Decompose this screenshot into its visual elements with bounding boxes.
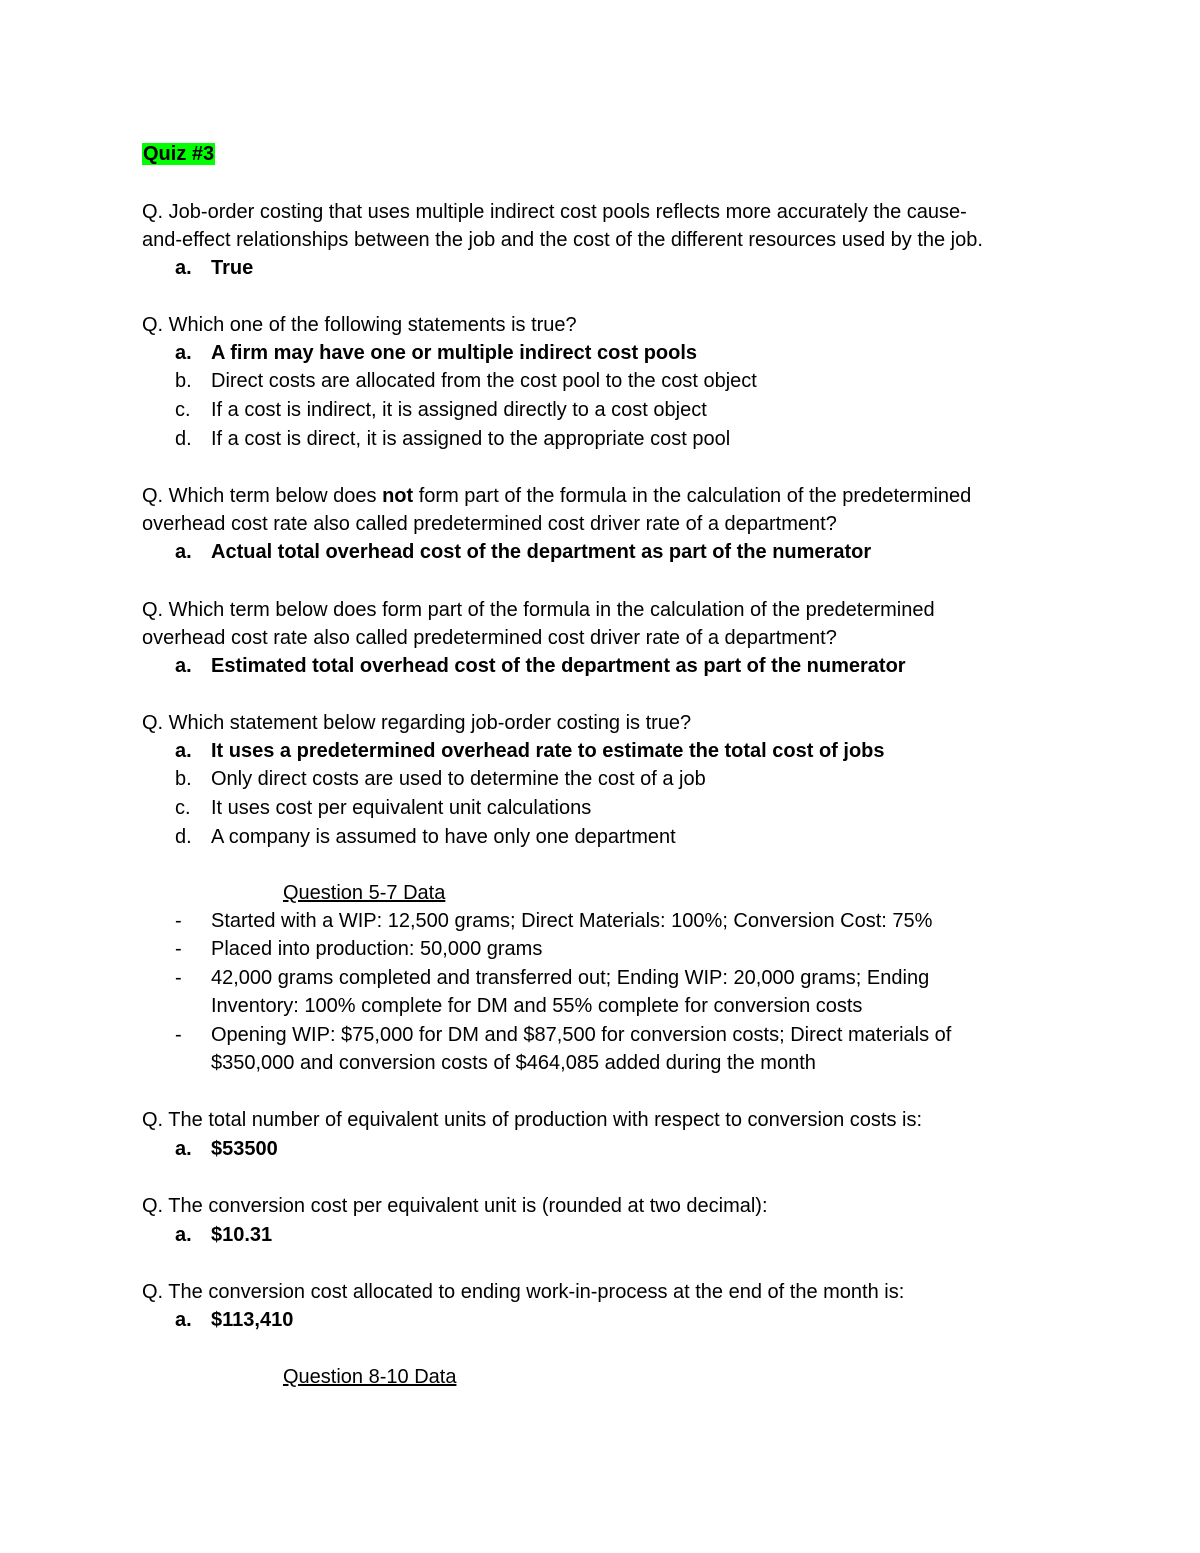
q4-answer-label: a. xyxy=(175,655,192,677)
q3-line2: overhead cost rate also called predetermined cost driver rate of a department? xyxy=(142,513,837,535)
q5-option-label: b. xyxy=(175,768,192,790)
q2-option-label: b. xyxy=(175,370,192,392)
q1-answer-label: a. xyxy=(175,257,192,279)
q4-line1: Q. Which term below does form part of the formula in the calculation of the predetermined xyxy=(142,599,935,621)
q2-option-a: A firm may have one or multiple indirect cost pools xyxy=(211,342,698,364)
question-8-10-heading: Question 8-10 Data xyxy=(283,1366,457,1388)
q1-line2: and-effect relationships between the job and the cost of the different resources used by the job. xyxy=(142,229,983,251)
q2-option-c: If a cost is indirect, it is assigned directly to a cost object xyxy=(211,399,707,421)
q4-answer: Estimated total overhead cost of the department as part of the numerator xyxy=(211,655,906,677)
q5-line1: Q. Which statement below regarding job-order costing is true? xyxy=(142,712,692,734)
q6-answer: $53500 xyxy=(211,1138,278,1160)
q5-option-label: d. xyxy=(175,826,192,848)
q3-line1 xyxy=(142,482,971,510)
q3-line1-pre: Q. Which term below does xyxy=(142,485,383,507)
q5-option-d: A company is assumed to have only one department xyxy=(211,826,676,848)
data57-item-4: Opening WIP: $75,000 for DM and $87,500 for conversion costs; Direct materials of xyxy=(211,1024,952,1046)
q8-answer-label: a. xyxy=(175,1309,192,1331)
q5-option-c: It uses cost per equivalent unit calculations xyxy=(211,797,592,819)
q3-line1-post: form part of the formula in the calculation of the predetermined xyxy=(413,485,972,507)
q2-option-label: c. xyxy=(175,399,191,421)
q3-answer: Actual total overhead cost of the department as part of the numerator xyxy=(211,541,872,563)
q3-answer-label: a. xyxy=(175,541,192,563)
data57-item-4-cont: $350,000 and conversion costs of $464,085 added during the month xyxy=(211,1052,816,1074)
data57-item-2: Placed into production: 50,000 grams xyxy=(211,938,543,960)
question-5-7-heading: Question 5-7 Data xyxy=(283,882,446,904)
q2-option-d: If a cost is direct, it is assigned to the appropriate cost pool xyxy=(211,428,731,450)
q7-answer: $10.31 xyxy=(211,1224,273,1246)
q1-answer: True xyxy=(211,257,254,279)
q6-answer-label: a. xyxy=(175,1138,192,1160)
q2-option-label: d. xyxy=(175,428,192,450)
q6-line1: Q. The total number of equivalent units of production with respect to conversion costs is: xyxy=(142,1109,923,1131)
q2-option-b: Direct costs are allocated from the cost pool to the cost object xyxy=(211,370,757,392)
data57-item-1: Started with a WIP: 12,500 grams; Direct Materials: 100%; Conversion Cost: 75% xyxy=(211,910,933,932)
quiz-title-line xyxy=(142,140,215,168)
data57-item-3: 42,000 grams completed and transferred out; Ending WIP: 20,000 grams; Ending xyxy=(211,967,930,989)
bullet-dash: - xyxy=(175,1024,182,1046)
q3-line1-emphasis: not xyxy=(382,485,414,507)
bullet-dash: - xyxy=(175,910,182,932)
quiz-title: Quiz #3 xyxy=(143,143,215,165)
q2-line1: Q. Which one of the following statements is true? xyxy=(142,314,577,336)
data57-item-3-cont: Inventory: 100% complete for DM and 55% complete for conversion costs xyxy=(211,995,863,1017)
q1-line1: Q. Job-order costing that uses multiple indirect cost pools reflects more accurately the cause- xyxy=(142,201,967,223)
q2-option-label: a. xyxy=(175,342,192,364)
q8-line1: Q. The conversion cost allocated to ending work-in-process at the end of the month is: xyxy=(142,1281,905,1303)
bullet-dash: - xyxy=(175,938,182,960)
q7-line1: Q. The conversion cost per equivalent unit is (rounded at two decimal): xyxy=(142,1195,768,1217)
q5-option-b: Only direct costs are used to determine the cost of a job xyxy=(211,768,706,790)
bullet-dash: - xyxy=(175,967,182,989)
q7-answer-label: a. xyxy=(175,1224,192,1246)
q4-line2: overhead cost rate also called predetermined cost driver rate of a department? xyxy=(142,627,837,649)
q5-option-label: c. xyxy=(175,797,191,819)
q8-answer: $113,410 xyxy=(211,1309,294,1331)
q5-option-a: It uses a predetermined overhead rate to estimate the total cost of jobs xyxy=(211,740,885,762)
q5-option-label: a. xyxy=(175,740,192,762)
